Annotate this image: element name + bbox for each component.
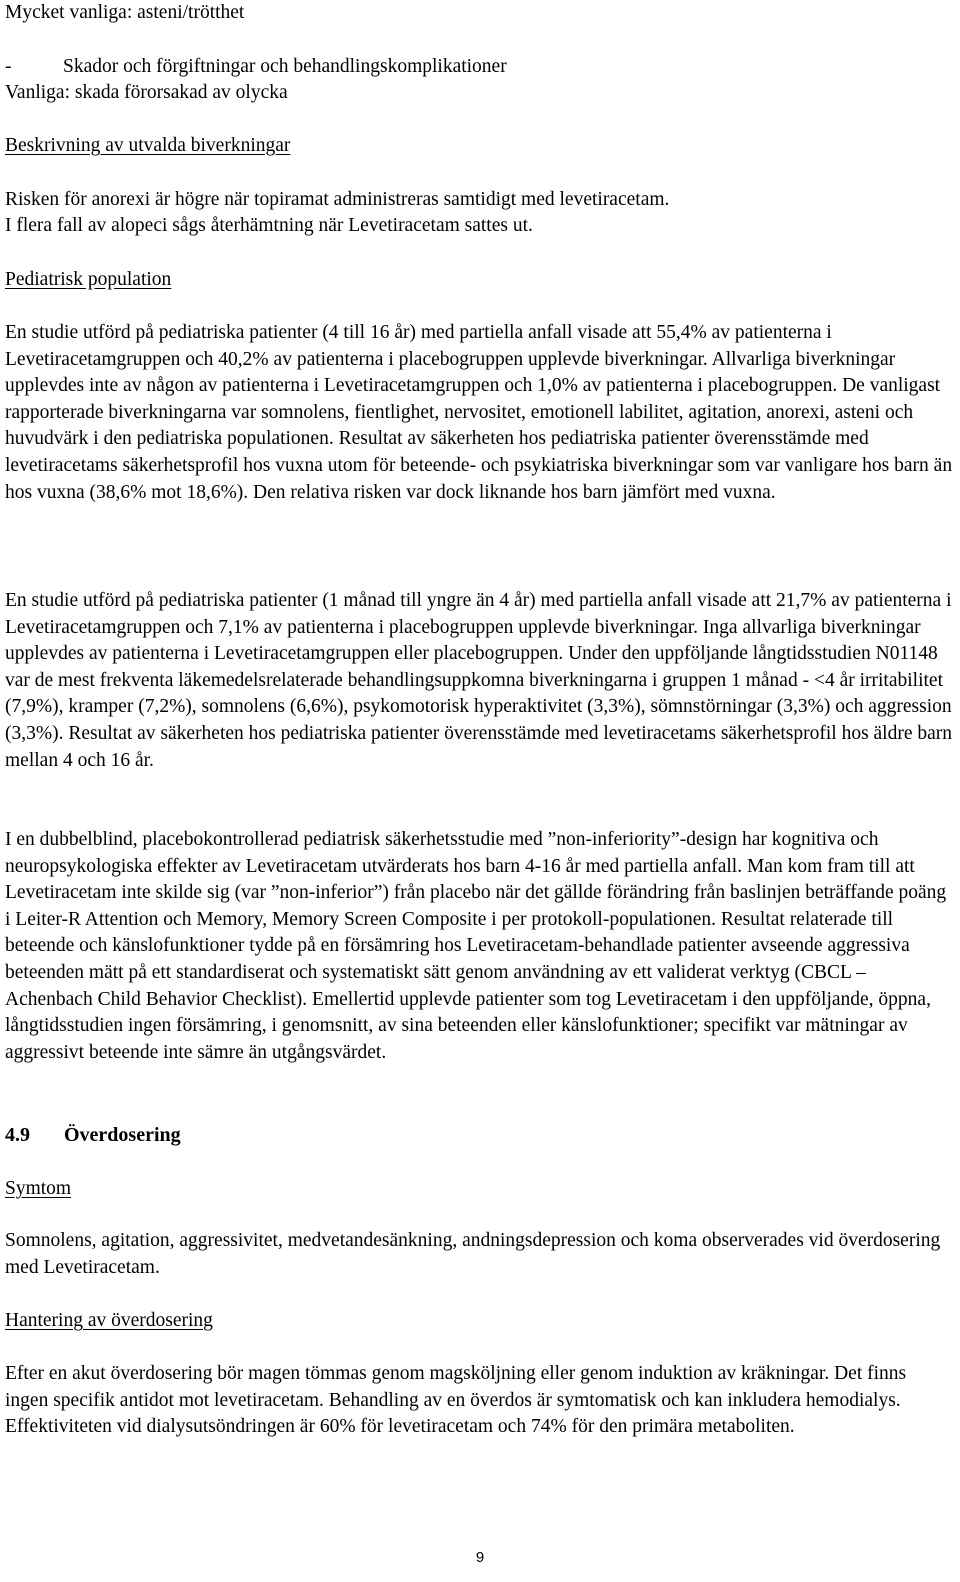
vanliga-skada-line: Vanliga: skada förorsakad av olycka bbox=[5, 82, 288, 103]
beskrivning-heading: Beskrivning av utvalda biverkningar bbox=[5, 135, 291, 156]
list-dash: - bbox=[5, 56, 12, 77]
section-title: Överdosering bbox=[64, 1124, 181, 1146]
pediatric-paragraph-1: En studie utförd på pediatriska patienter (4 till 16 år) med partiella anfall visade att 55,4% av patienterna i Levetiracetamgruppen och 40,2% av patienterna i placebogruppen upplevde biverkningar. Allvarliga biverkningar upplevdes inte av någon av patienterna i Levetiracetamgruppen och 1,0% av patienterna i placebogruppen. De vanligast rapporterade biverkningarna var somnolens, fientlighet, nervositet, emotionell labilitet, agitation, anorexi, asteni och huvudvärk i den pediatriska populationen. Resultat av säkerheten hos pediatriska patienter överensstämde med levetiracetams säkerhetsprofil hos vuxna utom för beteende- och psykiatriska biverkningar som var vanligare hos barn än hos vuxna (38,6% mot 18,6%). Den relativa risken var dock liknande hos barn jämfört med vuxna. bbox=[5, 322, 953, 503]
anorexi-line-2: I flera fall av alopeci sågs återhämtning när Levetiracetam sattes ut. bbox=[5, 215, 533, 236]
section-heading bbox=[5, 1122, 181, 1148]
skador-text: Skador och förgiftningar och behandlingskomplikationer bbox=[63, 56, 507, 77]
symtom-heading: Symtom bbox=[5, 1178, 72, 1199]
hantering-paragraph: Efter en akut överdosering bör magen tömmas genom magsköljning eller genom induktion av kräkningar. Det finns ingen specifik antidot mot levetiracetam. Behandling av en överdos är symtomatisk och kan inkludera hemodialys. Effektiviteten vid dialysutsöndringen är 60% för levetiracetam och 74% för den primära metaboliten. bbox=[5, 1363, 907, 1438]
asteni-line: Mycket vanliga: asteni/trötthet bbox=[5, 2, 245, 23]
skador-line bbox=[5, 54, 507, 80]
pediatrisk-heading: Pediatrisk population bbox=[5, 269, 172, 290]
pediatric-paragraph-3: I en dubbelblind, placebokontrollerad pediatrisk säkerhetsstudie med ”non-inferiority”-design har kognitiva och neuropsykologiska effekter av Levetiracetam utvärderats hos barn 4-16 år med partiella anfall. Man kom fram till att Levetiracetam inte skilde sig (var ”non-inferior”) från placebo när det gällde förändring från baslinjen beträffande poäng i Leiter-R Attention och Memory, Memory Screen Composite i per protokoll-populationen. Resultat relaterade till beteende och känslofunktioner tydde på en försämring hos Levetiracetam-behandlade patienter avseende aggressiva beteenden mätt på ett standardiserat och systematiskt sätt genom användning av ett validerat verktyg (CBCL – Achenbach Child Behavior Checklist). Emellertid upplevde patienter som tog Levetiracetam i den uppföljande, öppna, långtidsstudien ingen försämring, i genomsnitt, av sina beteenden eller känslofunktioner; specifikt var mätningar av aggressivt beteende inte sämre än utgångsvärdet. bbox=[5, 829, 947, 1063]
symtom-paragraph: Somnolens, agitation, aggressivitet, medvetandesänkning, andningsdepression och koma observerades vid överdosering med Levetiracetam. bbox=[5, 1230, 941, 1278]
page-number: 9 bbox=[475, 1549, 485, 1566]
anorexi-line-1: Risken för anorexi är högre när topiramat administreras samtidigt med levetiracetam. bbox=[5, 189, 670, 210]
section-number: 4.9 bbox=[5, 1124, 30, 1146]
pediatric-paragraph-2: En studie utförd på pediatriska patienter (1 månad till yngre än 4 år) med partiella anfall visade att 21,7% av patienterna i Levetiracetamgruppen och 7,1% av patienterna i placebogruppen upplevde biverkningar. Inga allvarliga biverkningar upplevdes av patienterna i Levetiracetamgruppen eller placebogruppen. Under den uppföljande långtidsstudien N01148 var de mest frekventa läkemedelsrelaterade behandlingsuppkomna biverkningarna i gruppen 1 månad - <4 år irritabilitet (7,9%), kramper (7,2%), somnolens (6,6%), psykomotorisk hyperaktivitet (3,3%), sömnstörningar (3,3%) och aggression (3,3%). Resultat av säkerheten hos pediatriska patienter överensstämde med levetiracetams säkerhetsprofil hos äldre barn mellan 4 och 16 år. bbox=[5, 590, 953, 771]
hantering-heading: Hantering av överdosering bbox=[5, 1310, 213, 1331]
